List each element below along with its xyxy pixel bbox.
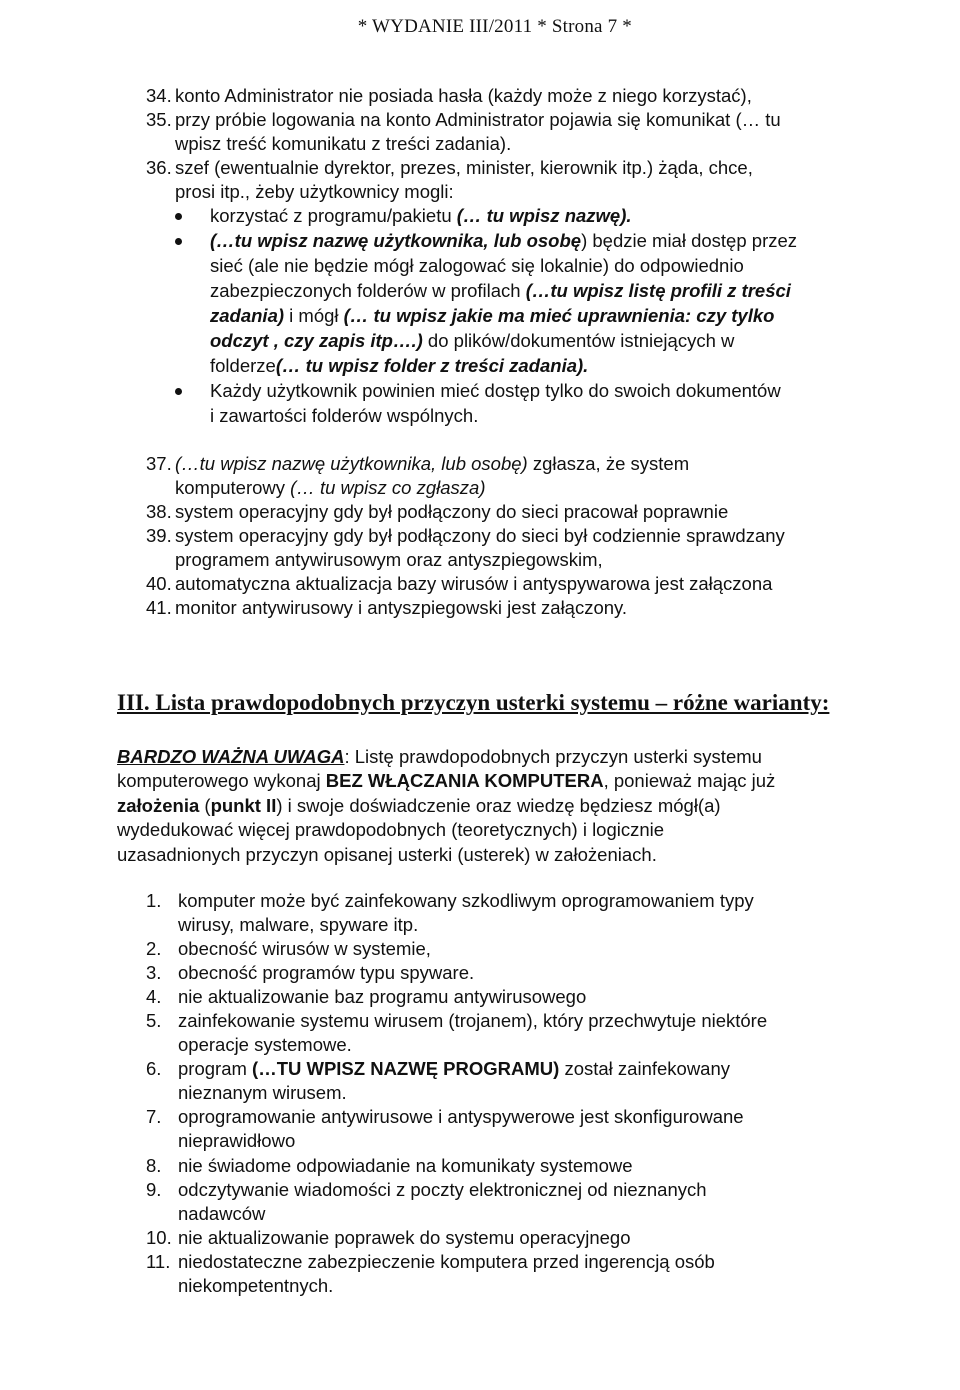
cause-number-8: 8. bbox=[146, 1155, 162, 1176]
cause-7-line2: nieprawidłowo bbox=[178, 1130, 296, 1151]
item-35-text-line1: przy próbie logowania na konto Administrator pojawia się komunikat (… tu bbox=[175, 109, 781, 130]
warning-line4: wydedukować więcej prawdopodobnych (teoretycznych) i logicznie bbox=[117, 819, 665, 840]
bullet-dot bbox=[175, 238, 182, 245]
bullet-2-line4: zadania) i mógł (… tu wpisz jakie ma mieć uprawnienia: czy tylko bbox=[210, 305, 775, 326]
cause-number-11: 11. bbox=[146, 1251, 171, 1272]
warning-line2: komputerowego wykonaj BEZ WŁĄCZANIA KOMPUTERA, ponieważ mając już bbox=[117, 770, 776, 791]
item-number-38: 38. bbox=[146, 501, 172, 522]
bullet-2-line2: sieć (ale nie będzie mógł zalogować się lokalnie) do odpowiednio bbox=[210, 255, 744, 276]
cause-1-line2: wirusy, malware, spyware itp. bbox=[178, 914, 419, 935]
item-40-text: automatyczna aktualizacja bazy wirusów i antyspywarowa jest załączona bbox=[175, 573, 773, 594]
cause-9-line2: nadawców bbox=[178, 1203, 266, 1224]
bullet-2-line5: odczyt , czy zapis itp….) do plików/dokumentów istniejących w bbox=[210, 330, 735, 351]
bullet-3-line1: Każdy użytkownik powinien mieć dostęp tylko do swoich dokumentów bbox=[210, 380, 781, 401]
cause-6-line1: program (…TU WPISZ NAZWĘ PROGRAMU) został zainfekowany bbox=[178, 1058, 731, 1079]
cause-8-text: nie świadome odpowiadanie na komunikaty systemowe bbox=[178, 1155, 633, 1176]
cause-number-9: 9. bbox=[146, 1179, 162, 1200]
cause-5-line2: operacje systemowe. bbox=[178, 1034, 352, 1055]
cause-11-line2: niekompetentnych. bbox=[178, 1275, 334, 1296]
cause-10-text: nie aktualizowanie poprawek do systemu operacyjnego bbox=[178, 1227, 631, 1248]
section-title: III. Lista prawdopodobnych przyczyn usterki systemu – różne warianty: bbox=[117, 690, 830, 715]
cause-9-line1: odczytywanie wiadomości z poczty elektronicznej od nieznanych bbox=[178, 1179, 707, 1200]
bullet-3-line2: i zawartości folderów wspólnych. bbox=[210, 405, 479, 426]
cause-5-line1: zainfekowanie systemu wirusem (trojanem), który przechwytuje niektóre bbox=[178, 1010, 768, 1031]
warning-line1: BARDZO WAŻNA UWAGA: Listę prawdopodobnych przyczyn usterki systemu bbox=[117, 746, 762, 767]
item-number-35: 35. bbox=[146, 109, 172, 130]
bullet-2-line3: zabezpieczonych folderów w profilach (…tu wpisz listę profili z treści bbox=[210, 280, 791, 301]
cause-number-7: 7. bbox=[146, 1106, 162, 1127]
cause-number-4: 4. bbox=[146, 986, 162, 1007]
item-number-36: 36. bbox=[146, 157, 172, 178]
cause-number-2: 2. bbox=[146, 938, 162, 959]
item-36-text-line1: szef (ewentualnie dyrektor, prezes, minister, kierownik itp.) żąda, chce, bbox=[175, 157, 753, 178]
item-37-line2: komputerowy (… tu wpisz co zgłasza) bbox=[175, 477, 486, 498]
page-header: * WYDANIE III/2011 * Strona 7 * bbox=[357, 16, 632, 37]
cause-1-line1: komputer może być zainfekowany szkodliwym oprogramowaniem typy bbox=[178, 890, 754, 911]
item-36-text-line2: prosi itp., żeby użytkownicy mogli: bbox=[175, 181, 454, 202]
cause-number-6: 6. bbox=[146, 1058, 162, 1079]
cause-number-3: 3. bbox=[146, 962, 162, 983]
item-number-37: 37. bbox=[146, 453, 172, 474]
cause-number-1: 1. bbox=[146, 890, 162, 911]
item-38-text: system operacyjny gdy był podłączony do sieci pracował poprawnie bbox=[175, 501, 729, 522]
cause-3-text: obecność programów typu spyware. bbox=[178, 962, 475, 983]
item-41-text: monitor antywirusowy i antyszpiegowski jest załączony. bbox=[175, 597, 628, 618]
bullet-1-text: korzystać z programu/pakietu (… tu wpisz nazwę). bbox=[210, 205, 632, 226]
cause-7-line1: oprogramowanie antywirusowe i antyspywerowe jest skonfigurowane bbox=[178, 1106, 744, 1127]
item-35-text-line2: wpisz treść komunikatu z treści zadania). bbox=[175, 133, 512, 154]
item-34-text: konto Administrator nie posiada hasła (każdy może z niego korzystać), bbox=[175, 85, 752, 106]
cause-11-line1: niedostateczne zabezpieczenie komputera przed ingerencją osób bbox=[178, 1251, 715, 1272]
bullet-dot bbox=[175, 213, 182, 220]
bullet-2-line1: (…tu wpisz nazwę użytkownika, lub osobę) będzie miał dostęp przez bbox=[210, 230, 798, 251]
bullet-2-line6: folderze(… tu wpisz folder z treści zadania). bbox=[210, 355, 589, 376]
bullet-dot bbox=[175, 388, 182, 395]
cause-4-text: nie aktualizowanie baz programu antywirusowego bbox=[178, 986, 587, 1007]
cause-2-text: obecność wirusów w systemie, bbox=[178, 938, 431, 959]
cause-number-5: 5. bbox=[146, 1010, 162, 1031]
cause-number-10: 10. bbox=[146, 1227, 172, 1248]
item-37-line1: (…tu wpisz nazwę użytkownika, lub osobę) zgłasza, że system bbox=[175, 453, 690, 474]
warning-line5: uzasadnionych przyczyn opisanej usterki (usterek) w założeniach. bbox=[117, 844, 657, 865]
cause-6-line2: nieznanym wirusem. bbox=[178, 1082, 347, 1103]
item-39-line1: system operacyjny gdy był podłączony do sieci był codziennie sprawdzany bbox=[175, 525, 785, 546]
item-number-40: 40. bbox=[146, 573, 172, 594]
item-number-41: 41. bbox=[146, 597, 172, 618]
item-39-line2: programem antywirusowym oraz antyszpiegowskim, bbox=[175, 549, 603, 570]
item-number-39: 39. bbox=[146, 525, 172, 546]
item-number-34: 34. bbox=[146, 85, 172, 106]
warning-line3: założenia (punkt II) i swoje doświadczenie oraz wiedzę będziesz mógł(a) bbox=[117, 795, 721, 816]
